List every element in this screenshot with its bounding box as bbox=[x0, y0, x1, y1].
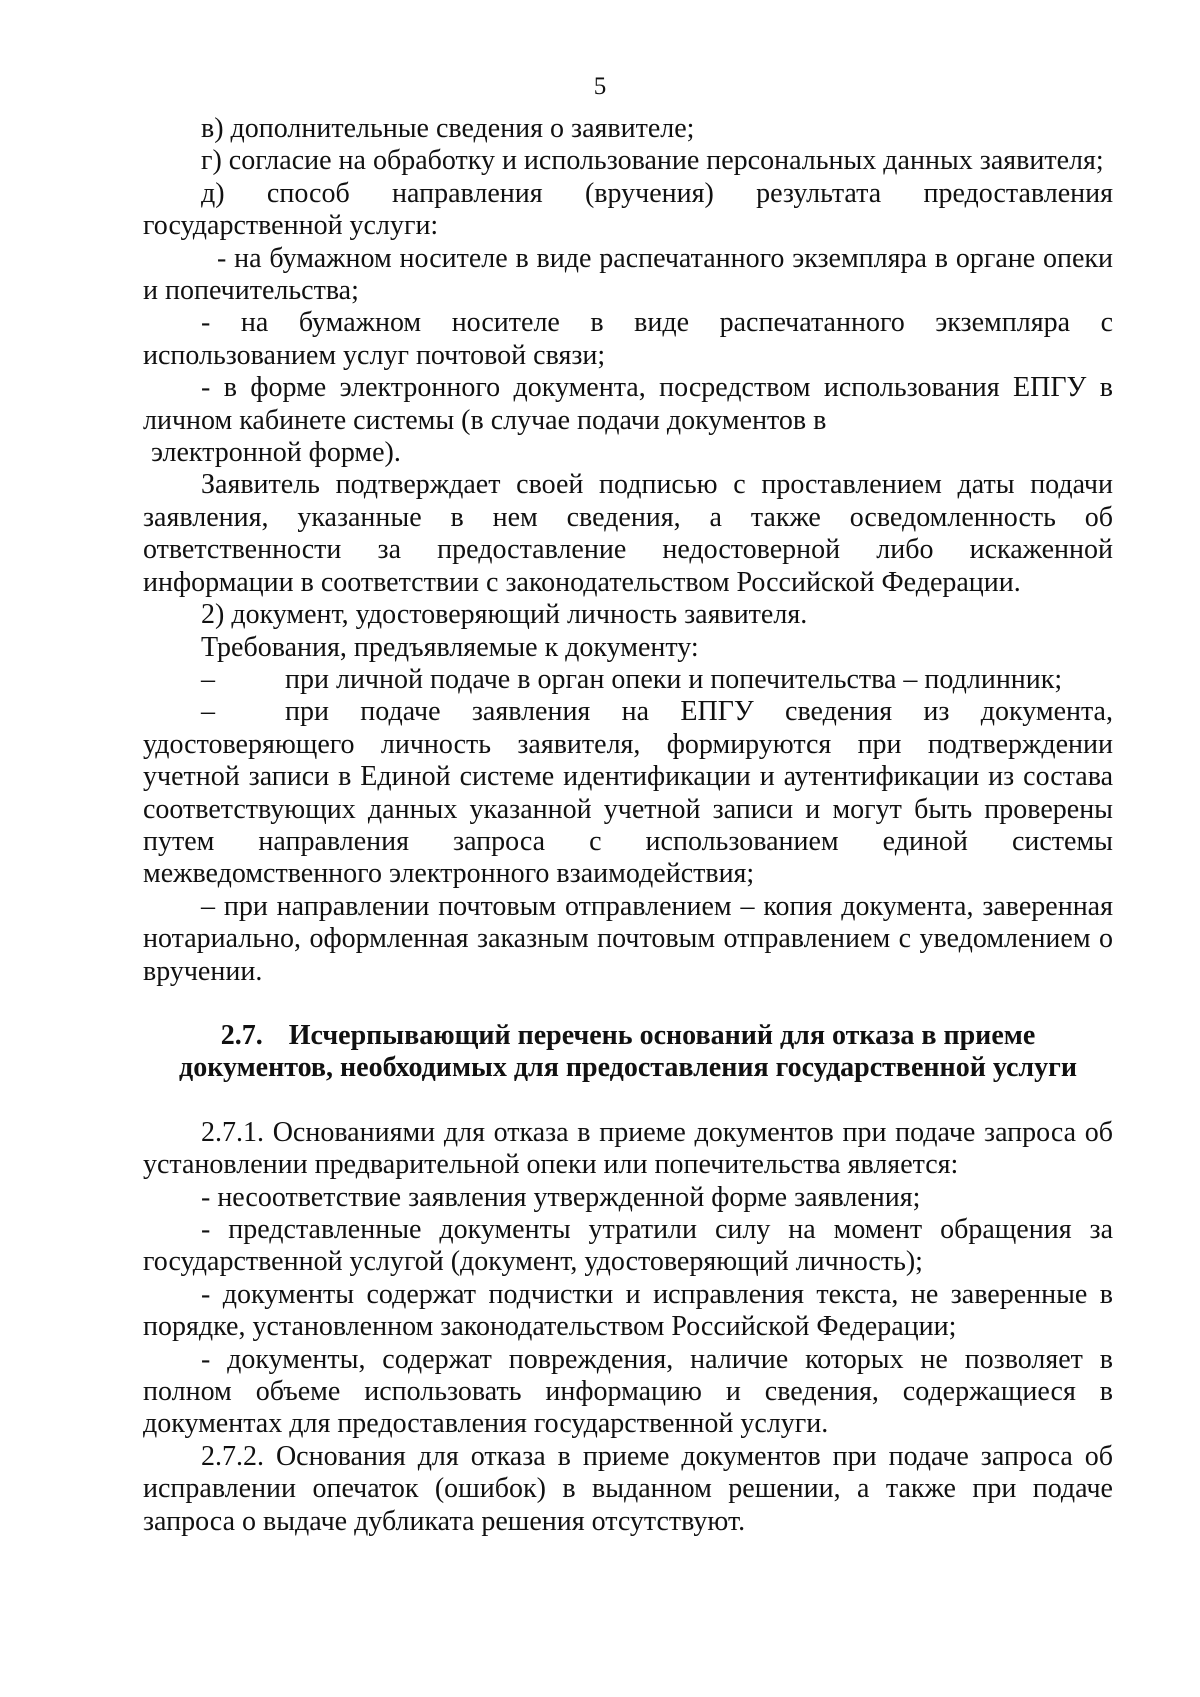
list-item-text: при подаче заявления на ЕПГУ сведения из документа, удостоверяющего личность заявителя, формируются при подтверждении учетной записи в Единой системе идентификации и аутентификации из состава соответствующих данных указанной учетной записи и могут быть проверены путем направления запроса с использованием единой системы межведомственного электронного взаимодействия; bbox=[143, 696, 1113, 890]
list-item-text: при личной подаче в орган опеки и попечительства – подлинник; bbox=[285, 663, 1063, 695]
paragraph-2-7-2: 2.7.2. Основания для отказа в приеме документов при подаче запроса об исправлении опечаток (ошибок) в выданном решении, а также при подаче запроса о выдаче дубликата решения отсутствуют. bbox=[143, 1440, 1113, 1537]
paragraph-form-mismatch: - несоответствие заявления утвержденной форме заявления; bbox=[201, 1181, 921, 1213]
section-heading bbox=[143, 1020, 1113, 1085]
paragraph-signature: Заявитель подтверждает своей подписью с проставлением даты подачи заявления, указанные в нем сведения, а также осведомленность об ответственности за предоставление недостоверной либо искаженной информации в соответствии с законодательством Российской Федерации. bbox=[143, 469, 1113, 598]
dash-marker: – bbox=[201, 663, 215, 695]
list-item-personal-submission bbox=[143, 664, 1113, 696]
paragraph-corrections: - документы содержат подчистки и исправления текста, не заверенные в порядке, установленном законодательством Российской Федерации; bbox=[143, 1278, 1113, 1343]
paragraph-requirements: Требования, предъявляемые к документу: bbox=[201, 631, 699, 663]
paragraph-2-7-1: 2.7.1. Основаниями для отказа в приеме документов при подаче запроса об установлении предварительной опеки или попечительства является: bbox=[143, 1116, 1113, 1181]
page-number: 5 bbox=[593, 73, 607, 100]
paragraph-consent: г) согласие на обработку и использование персональных данных заявителя; bbox=[201, 145, 1104, 177]
paragraph-electronic: - в форме электронного документа, посредством использования ЕПГУ в личном кабинете системы (в случае подачи документов в bbox=[143, 372, 1113, 436]
paragraph-postal-copy: – при направлении почтовым отправлением – копия документа, заверенная нотариально, оформленная заказным почтовым отправлением с уведомлением о вручении. bbox=[143, 890, 1113, 987]
list-item-epgu-submission bbox=[143, 696, 1113, 890]
paragraph-damaged-documents: - документы, содержат повреждения, наличие которых не позволяет в полном объеме использовать информацию и сведения, содержащиеся в документах для предоставления государственной услуги. bbox=[143, 1343, 1113, 1440]
paragraph-identity-document: 2) документ, удостоверяющий личность заявителя. bbox=[201, 599, 808, 631]
paragraph-paper-post: - на бумажном носителе в виде распечатанного экземпляра с использованием услуг почтовой связи; bbox=[143, 307, 1113, 371]
paragraph-paper-office: - на бумажном носителе в виде распечатанного экземпляра в органе опеки и попечительства; bbox=[143, 242, 1113, 307]
section-title: Исчерпывающий перечень оснований для отказа в приеме документов, необходимых для предоставления государственной услуги bbox=[179, 1019, 1077, 1084]
section-number: 2.7. bbox=[220, 1019, 263, 1051]
paragraph-expired-documents: - представленные документы утратили силу на момент обращения за государственной услугой (документ, удостоверяющий личность); bbox=[143, 1214, 1113, 1278]
paragraph-applicant-info: в) дополнительные сведения о заявителе; bbox=[201, 113, 695, 144]
document-body bbox=[143, 113, 1113, 1538]
paragraph-electronic-tail: электронной форме). bbox=[151, 437, 401, 469]
paragraph-delivery-method: д) способ направления (вручения) результата предоставления государственной услуги: bbox=[143, 177, 1113, 242]
dash-marker: – bbox=[201, 696, 215, 728]
